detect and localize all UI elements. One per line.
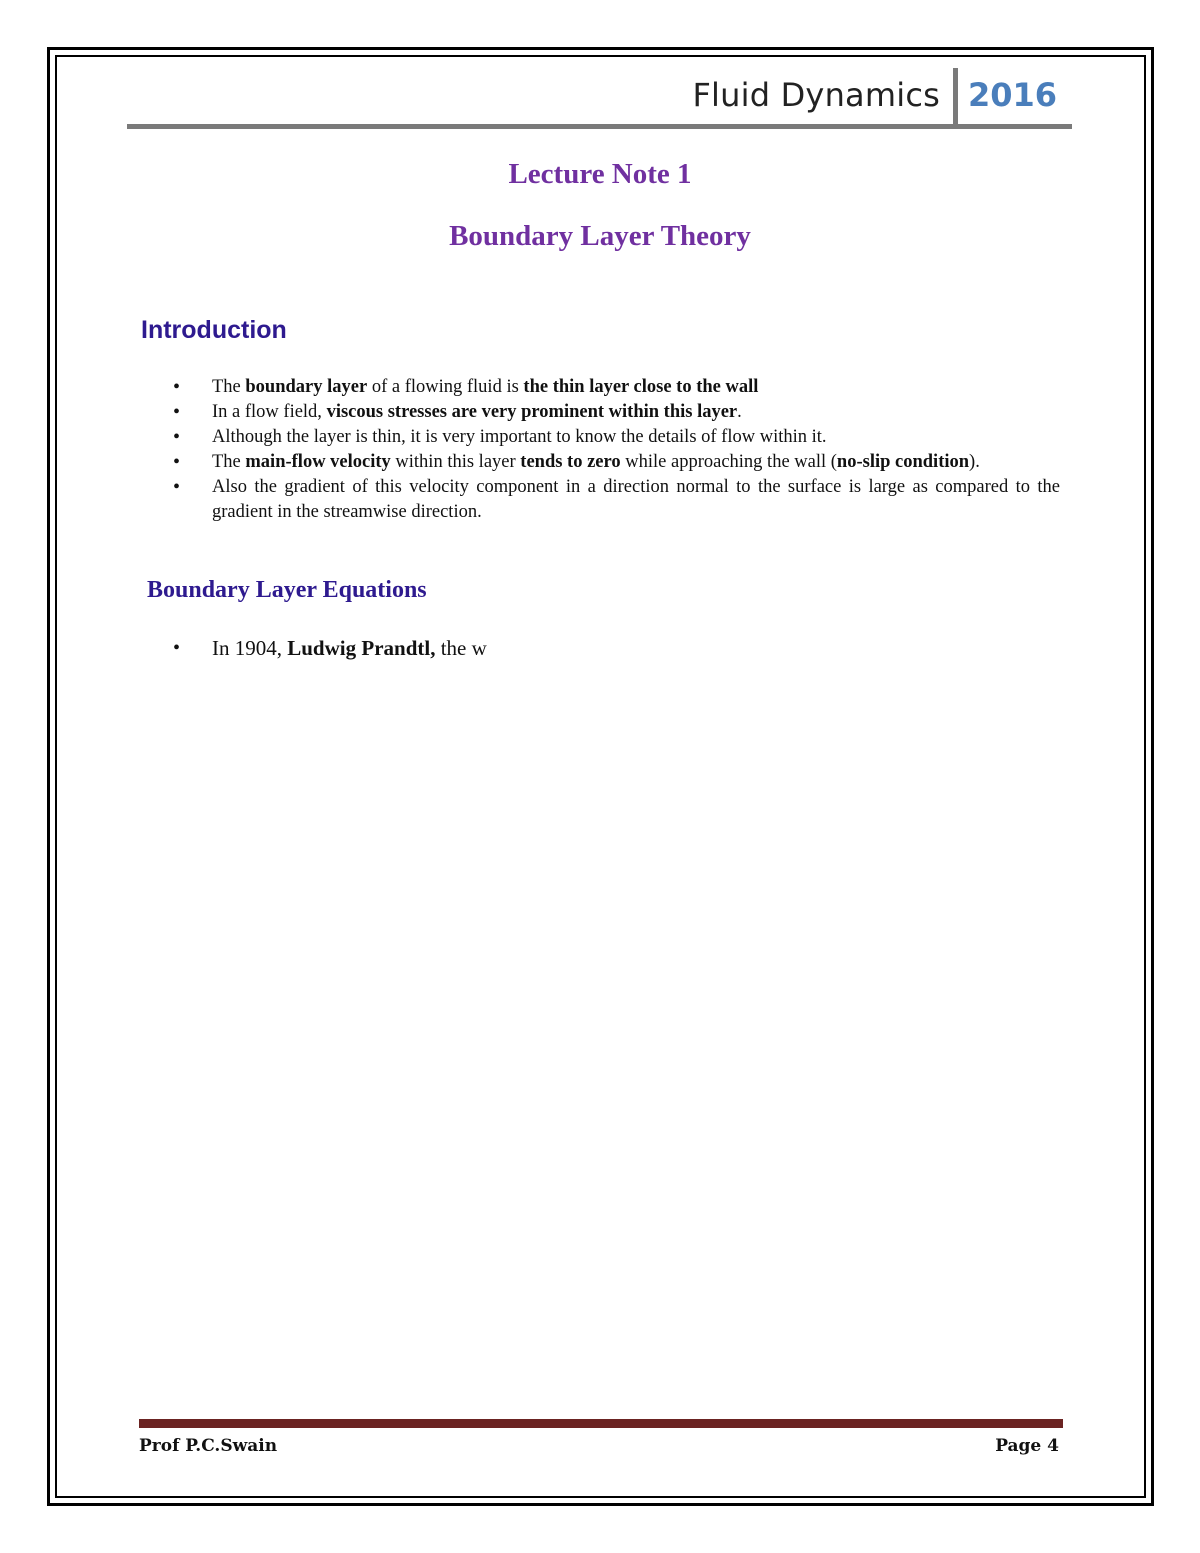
text-run: within this layer (390, 452, 521, 472)
header-year: 2016 (968, 76, 1058, 114)
header-title: Fluid Dynamics (692, 76, 940, 114)
text-run: Although the layer is thin, it is very important to know the details of flow within it. (212, 427, 827, 447)
bold-run: the thin layer close to the wall (523, 377, 759, 397)
list-item (170, 375, 1060, 400)
list-item (170, 450, 1060, 475)
bold-run: boundary layer (245, 377, 368, 397)
footer-page-number: Page 4 (995, 1436, 1059, 1456)
list-item (170, 475, 1060, 525)
lecture-number: Lecture Note 1 (508, 158, 692, 190)
text-run: the w (435, 636, 487, 660)
bold-run: tends to zero (520, 452, 621, 472)
equations-list (170, 636, 1060, 661)
text-run: while approaching the wall ( (620, 452, 837, 472)
bold-run: Ludwig Prandtl, (287, 636, 436, 660)
text-run: ). (969, 452, 980, 472)
list-item (170, 636, 1060, 661)
header-rule (127, 124, 1072, 129)
text-run: of a flowing fluid is (367, 377, 524, 397)
text-run: The (212, 452, 246, 472)
header-separator (953, 68, 958, 126)
list-item (170, 400, 1060, 425)
lecture-topic: Boundary Layer Theory (449, 220, 751, 252)
bold-run: no-slip condition (836, 452, 970, 472)
text-run: In a flow field, (212, 402, 327, 422)
text-run: Also the gradient of this velocity component in a direction normal to the surface is large as compared to the gradient in the streamwise direction. (212, 477, 1060, 522)
equations-heading: Boundary Layer Equations (147, 577, 427, 603)
text-run: . (737, 402, 742, 422)
introduction-list (170, 375, 1060, 525)
page-border-inner (55, 55, 1146, 1498)
list-item (170, 425, 1060, 450)
text-run: In 1904, (212, 636, 288, 660)
text-run: The (212, 377, 246, 397)
bold-run: viscous stresses are very prominent within this layer (326, 402, 738, 422)
introduction-heading: Introduction (141, 316, 287, 344)
bold-run: main-flow velocity (245, 452, 391, 472)
footer-rule (139, 1419, 1063, 1428)
footer-author: Prof P.C.Swain (139, 1436, 278, 1456)
